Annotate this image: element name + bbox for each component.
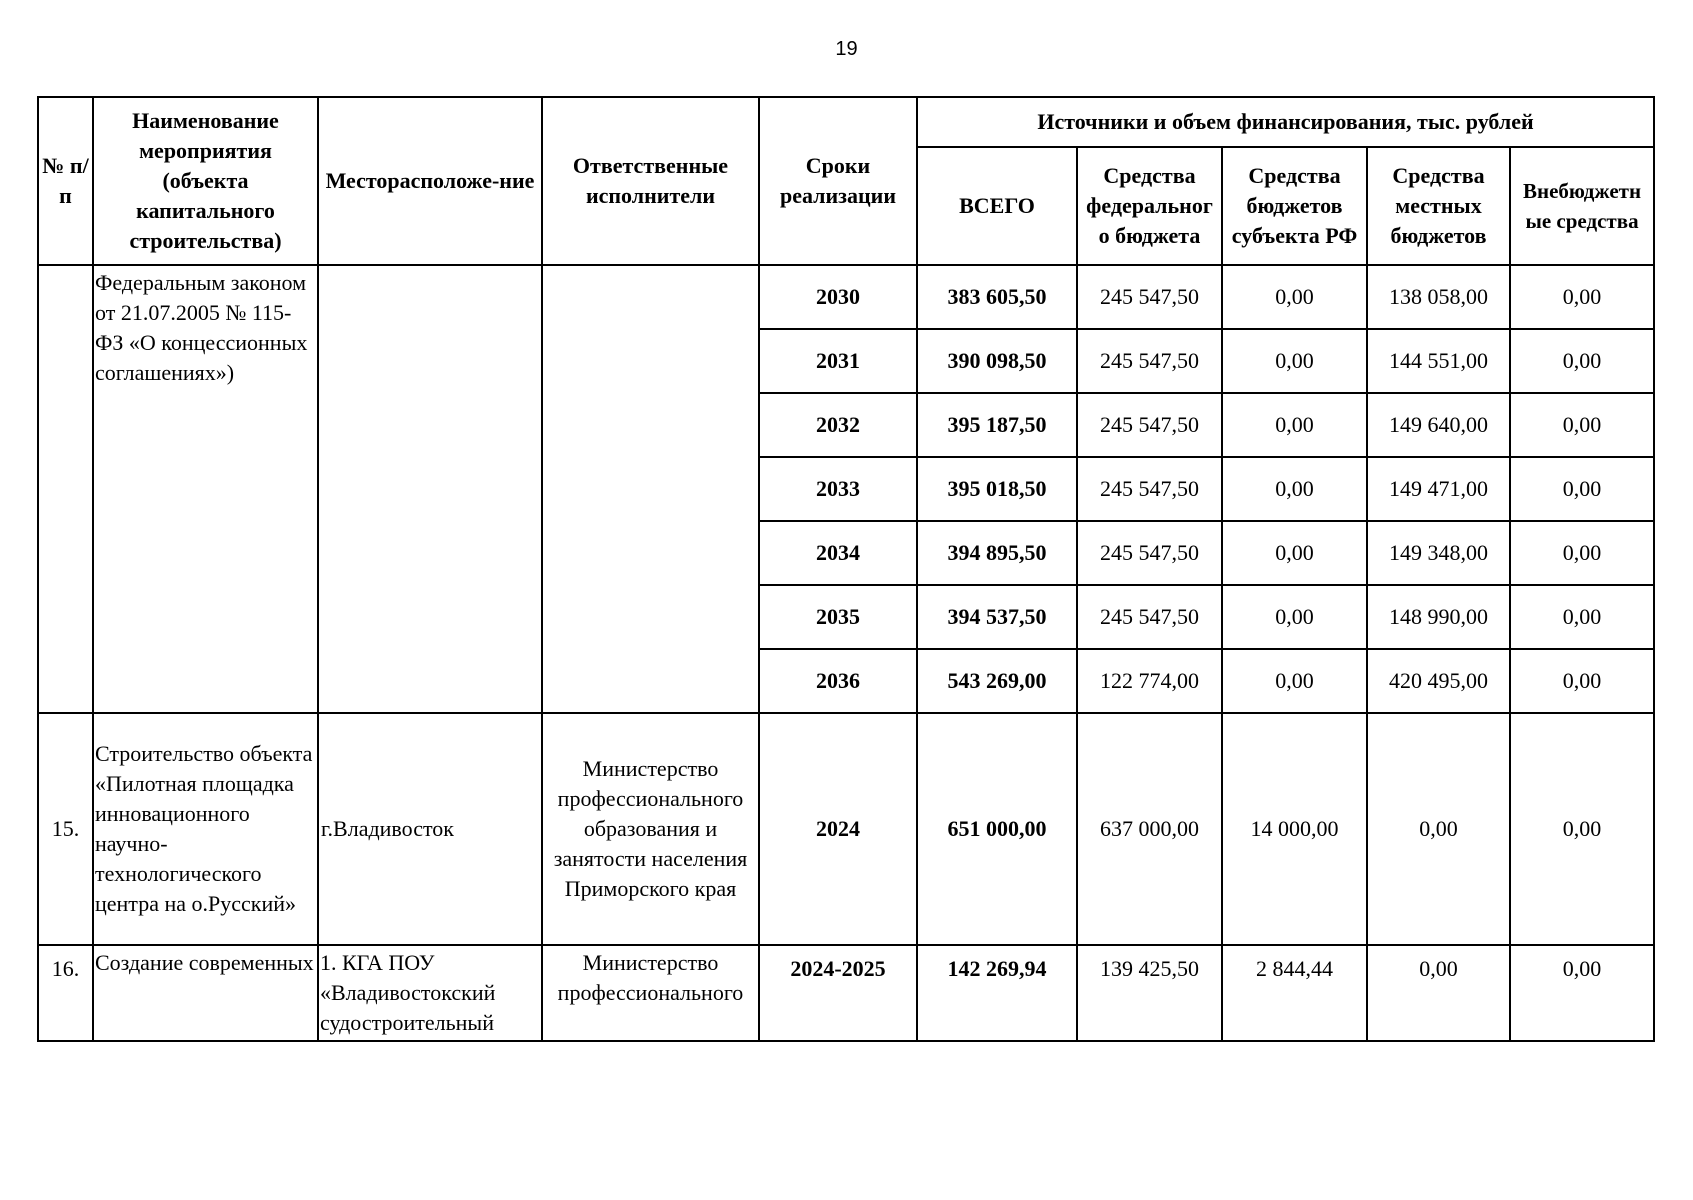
cell-regional: 0,00 <box>1222 393 1367 457</box>
cell-federal: 122 774,00 <box>1077 649 1222 713</box>
cell-total: 394 537,50 <box>917 585 1077 649</box>
cell-total: 395 187,50 <box>917 393 1077 457</box>
cell-regional: 14 000,00 <box>1222 713 1367 945</box>
cell-total: 543 269,00 <box>917 649 1077 713</box>
cell-federal: 245 547,50 <box>1077 265 1222 329</box>
cell-year: 2030 <box>759 265 917 329</box>
cell-location: г.Владивосток <box>318 713 542 945</box>
header-extra: Внебюджетн ые средства <box>1510 147 1654 265</box>
cell-year: 2024 <box>759 713 917 945</box>
cell-local: 420 495,00 <box>1367 649 1510 713</box>
cell-regional: 0,00 <box>1222 521 1367 585</box>
header-local: Средства местных бюджетов <box>1367 147 1510 265</box>
cell-extra: 0,00 <box>1510 329 1654 393</box>
cell-total: 383 605,50 <box>917 265 1077 329</box>
cell-local: 149 471,00 <box>1367 457 1510 521</box>
cell-responsible: Министерство профессионального <box>542 945 759 1041</box>
cell-num <box>38 265 93 713</box>
cell-year: 2036 <box>759 649 917 713</box>
cell-total: 394 895,50 <box>917 521 1077 585</box>
cell-extra: 0,00 <box>1510 521 1654 585</box>
header-responsible: Ответственные исполнители <box>542 97 759 265</box>
cell-local: 149 640,00 <box>1367 393 1510 457</box>
financing-table <box>37 96 1655 1042</box>
cell-extra: 0,00 <box>1510 265 1654 329</box>
header-location: Месторасположе-ние <box>318 97 542 265</box>
cell-total: 390 098,50 <box>917 329 1077 393</box>
cell-federal: 139 425,50 <box>1077 945 1222 1041</box>
cell-regional: 0,00 <box>1222 329 1367 393</box>
cell-federal: 245 547,50 <box>1077 585 1222 649</box>
cell-extra: 0,00 <box>1510 457 1654 521</box>
cell-responsible <box>542 265 759 713</box>
cell-location: 1. КГА ПОУ «Владивостокский судостроительный <box>318 945 542 1041</box>
cell-extra: 0,00 <box>1510 393 1654 457</box>
cell-total: 142 269,94 <box>917 945 1077 1041</box>
cell-year: 2035 <box>759 585 917 649</box>
cell-federal: 637 000,00 <box>1077 713 1222 945</box>
cell-regional: 0,00 <box>1222 457 1367 521</box>
cell-regional: 0,00 <box>1222 265 1367 329</box>
cell-federal: 245 547,50 <box>1077 393 1222 457</box>
cell-local: 149 348,00 <box>1367 521 1510 585</box>
table-row <box>38 945 1654 1041</box>
cell-local: 148 990,00 <box>1367 585 1510 649</box>
cell-year: 2033 <box>759 457 917 521</box>
cell-location <box>318 265 542 713</box>
header-regional: Средства бюджетов субъекта РФ <box>1222 147 1367 265</box>
cell-regional: 2 844,44 <box>1222 945 1367 1041</box>
header-federal: Средства федеральног о бюджета <box>1077 147 1222 265</box>
cell-federal: 245 547,50 <box>1077 521 1222 585</box>
cell-year: 2031 <box>759 329 917 393</box>
cell-extra: 0,00 <box>1510 585 1654 649</box>
cell-federal: 245 547,50 <box>1077 329 1222 393</box>
cell-local: 0,00 <box>1367 945 1510 1041</box>
cell-year: 2024-2025 <box>759 945 917 1041</box>
header-name: Наименование мероприятия (объекта капитального строительства) <box>93 97 318 265</box>
cell-local: 0,00 <box>1367 713 1510 945</box>
cell-regional: 0,00 <box>1222 585 1367 649</box>
table-row <box>38 265 1654 329</box>
cell-name: Федеральным законом от 21.07.2005 № 115-ФЗ «О концессионных соглашениях») <box>93 265 318 713</box>
cell-num: 16. <box>38 945 93 1041</box>
cell-total: 395 018,50 <box>917 457 1077 521</box>
cell-regional: 0,00 <box>1222 649 1367 713</box>
cell-local: 138 058,00 <box>1367 265 1510 329</box>
table-row <box>38 713 1654 945</box>
header-total: ВСЕГО <box>917 147 1077 265</box>
cell-extra: 0,00 <box>1510 713 1654 945</box>
cell-extra: 0,00 <box>1510 945 1654 1041</box>
cell-name: Создание современных <box>93 945 318 1041</box>
cell-extra: 0,00 <box>1510 649 1654 713</box>
cell-year: 2032 <box>759 393 917 457</box>
header-funding-group: Источники и объем финансирования, тыс. рублей <box>917 97 1654 147</box>
cell-total: 651 000,00 <box>917 713 1077 945</box>
page-number: 19 <box>835 38 858 60</box>
cell-responsible: Министерство профессионального образования и занятости населения Приморского края <box>542 713 759 945</box>
cell-local: 144 551,00 <box>1367 329 1510 393</box>
cell-num: 15. <box>38 713 93 945</box>
cell-year: 2034 <box>759 521 917 585</box>
header-period: Сроки реализации <box>759 97 917 265</box>
cell-federal: 245 547,50 <box>1077 457 1222 521</box>
cell-name: Строительство объекта «Пилотная площадка инновационного научно-технологического центра на о.Русский» <box>93 713 318 945</box>
header-num: № п/п <box>38 97 93 265</box>
